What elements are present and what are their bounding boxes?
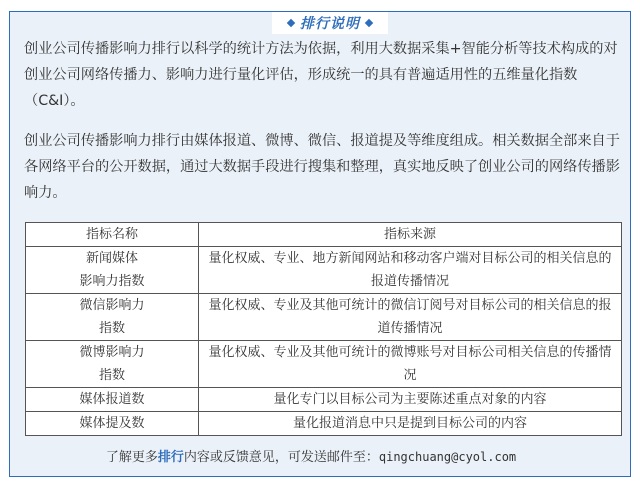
indicator-name-line: 指数 [98, 321, 125, 336]
indicator-name-line: 指数 [98, 368, 125, 383]
footer-prefix: 了解更多 [105, 450, 158, 465]
indicator-name-line: 微信影响力 [79, 298, 145, 313]
indicator-source-cell: 量化权威、专业及其他可统计的微博账号对目标公司相关信息的传播情况 [199, 341, 622, 388]
indicator-name-line: 微博影响力 [79, 345, 145, 360]
intro-paragraph-2: 创业公司传播影响力排行由媒体报道、微博、微信、报道提及等维度组成。相关数据全部来自于各网络平台的公开数据，通过大数据手段进行搜集和整理，真实地反映了创业公司的网络传播影响力。 [24, 133, 620, 201]
footer-highlight: 排行 [157, 450, 184, 465]
column-header-name: 指标名称 [26, 223, 199, 247]
table-row [26, 247, 622, 294]
diamond-right-icon [365, 19, 373, 27]
indicator-name-cell: 媒体提及数 [26, 412, 199, 436]
indicator-source-cell: 量化权威、专业、地方新闻网站和移动客户端对目标公司的相关信息的报道传播情况 [199, 247, 622, 294]
panel-header [272, 12, 388, 34]
indicator-source-cell: 量化报道消息中只是提到目标公司的内容 [199, 412, 622, 436]
indicator-name-line: 影响力指数 [79, 274, 145, 289]
panel-title: 排行说明 [300, 16, 360, 32]
intro-paragraph-1: 创业公司传播影响力排行以科学的统计方法为依据，利用大数据采集+智能分析等技术构成的对创业公司网络传播力、影响力进行量化评估，形成统一的具有普遍适用性的五维量化指数（C&I）。 [24, 41, 618, 109]
table-row [26, 412, 622, 436]
indicator-name-line: 新闻媒体 [85, 251, 138, 266]
indicator-name-cell [26, 247, 199, 294]
indicator-name-cell [26, 294, 199, 341]
indicator-table [25, 222, 622, 436]
table-header-row [26, 223, 622, 247]
indicator-source-cell: 量化权威、专业及其他可统计的微信订阅号对目标公司的相关信息的报道传播情况 [199, 294, 622, 341]
indicator-name-cell: 媒体报道数 [26, 388, 199, 412]
column-header-source: 指标来源 [199, 223, 622, 247]
indicator-source-cell: 量化专门以目标公司为主要陈述重点对象的内容 [199, 388, 622, 412]
table-row [26, 294, 622, 341]
indicator-name-cell [26, 341, 199, 388]
footer-middle: 内容或反馈意见，可发送邮件至： [183, 450, 379, 465]
contact-footer [0, 446, 622, 465]
contact-email[interactable]: qingchuang@cyol.com [378, 450, 517, 464]
diamond-left-icon [287, 19, 295, 27]
table-row [26, 388, 622, 412]
table-row [26, 341, 622, 388]
